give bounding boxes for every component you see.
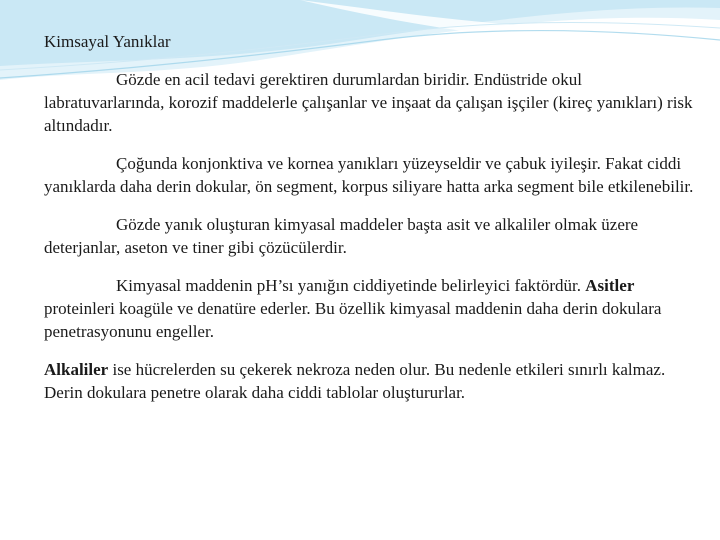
slide-content [44, 30, 694, 419]
paragraph-1: Gözde en acil tedavi gerektiren durumlardan biridir. Endüstride okul labratuvarlarında, korozif maddelerle çalışanlar ve inşaat da çalışan işçiler (kireç yanıkları) risk altındadır. [44, 70, 693, 135]
slide-title: Kimsayal Yanıklar [44, 32, 171, 51]
paragraph-4 [44, 274, 694, 343]
paragraph-4-lead: Kimyasal maddenin pH’sı yanığın ciddiyetinde belirleyici faktördür. [116, 276, 582, 295]
paragraph-2: Çoğunda konjonktiva ve kornea yanıkları yüzeyseldir ve çabuk iyileşir. Fakat ciddi yanıklarda daha derin dokular, ön segment, korpus siliyare hatta arka segment bile etkilenebilir. [44, 154, 694, 196]
acids-term: Asitler [585, 276, 635, 295]
paragraph-4-rest: proteinleri koagüle ve denatüre ederler. Bu özellik kimyasal maddenin daha derin dokulara penetrasyonunu engeller. [44, 299, 662, 341]
paragraph-3: Gözde yanık oluşturan kimyasal maddeler başta asit ve alkaliler olmak üzere deterjanlar, aseton ve tiner gibi çözücülerdir. [44, 215, 639, 257]
paragraph-5 [44, 358, 694, 404]
alkalis-term: Alkaliler [44, 360, 109, 379]
paragraph-5-rest: ise hücrelerden su çekerek nekroza neden olur. Bu nedenle etkileri sınırlı kalmaz. Derin dokulara penetre olarak daha ciddi tablolar oluştururlar. [44, 360, 666, 402]
